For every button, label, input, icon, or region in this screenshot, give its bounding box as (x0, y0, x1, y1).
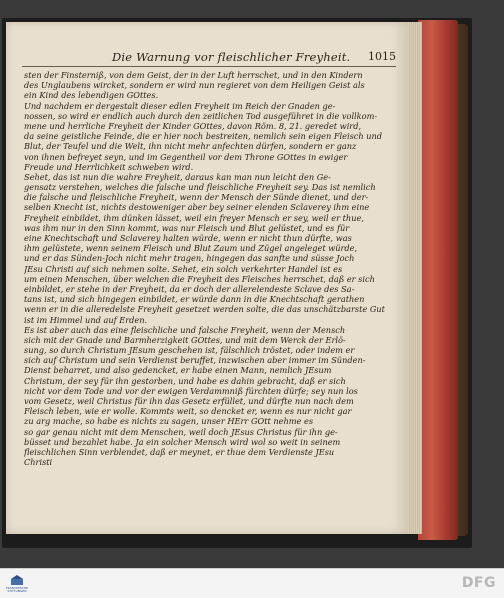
text-line: vom Gesetz, weil Christus für ihn das Gesetz erfüllet, und dürfte nun nach dem (24, 396, 354, 406)
text-line: eine Knechtschaft und Sclaverey halten würde, wenn er nicht thun dürfte, was (24, 233, 352, 243)
text-line: selben Knecht ist, nichts destoweniger aber bey seiner elenden Sclaverey ihm eine (24, 202, 370, 213)
text-line: gensatz verstehen, welches die falsche und fleischliche Freyheit sey. Das ist nemlich (24, 182, 376, 193)
text-line: von ihnen befreyet seyn, und im Gegentheil vor dem Throne GOttes in ewiger (24, 151, 348, 162)
text-line: Sehet, das ist nun die wahre Freyheit, daraus kan man nun leicht den Ge- (24, 171, 331, 182)
text-line: Es ist aber auch das eine fleischliche und falsche Freyheit, wenn der Mensch (24, 324, 346, 335)
franckesche-stiftungen-logo-icon[interactable] (4, 571, 30, 596)
text-line: Dienst beharret, und also gedencket, er habe einen Mann, nemlich JEsum (24, 365, 332, 376)
text-line: Freyheit einbildet, ihm dünken lässet, weil ein freyer Mensch er sey, weil er thue, (24, 212, 364, 223)
text-line: ihm gelüstete, wenn seinem Fleisch und Blut Zaum und Zügel angeleget würde, (24, 243, 358, 254)
text-line: tans ist, und sich hingegen einbildet, er würde dann in die Knechtschaft gerathen (24, 294, 365, 305)
text-line: sung, so durch Christum JEsum geschehen ist, fälschlich tröstet, oder indem er (24, 345, 355, 356)
text-line: mene und herrliche Freyheit der Kinder GOttes, davon Röm. 8, 21. geredet wird, (24, 120, 362, 131)
text-line: ein Kind des lebendigen GOttes. (24, 90, 159, 101)
footer-bar (0, 568, 504, 598)
text-line: nicht vor dem Tode und vor der ewigen Verdammniß fürchten dürfe; sey nun los (24, 385, 358, 396)
text-line: wenn er in die alleredelste Freyheit gesetzet werden solte, die das unschätzbarste Gut (24, 304, 385, 315)
text-line: fleischlichen Sinn verblendet, daß er meynet, er thue dem Verdienste JEsu (24, 446, 335, 457)
text-line: da seine geistliche Feinde, die er hier noch bestreiten, nemlich sein eigen Fleisch und (24, 131, 383, 142)
running-head (22, 50, 396, 67)
text-line: um einen Menschen, über welchen die Freyheit des Fleisches herrschet, daß er sich (24, 273, 375, 284)
dfg-logo-icon[interactable]: DFG (461, 575, 496, 591)
text-line: JEsu Christi auf sich nehmen solte. Sehet, ein solch verkehrter Handel ist es (24, 263, 343, 274)
page-text (24, 70, 396, 467)
page-number: 1015 (368, 50, 396, 63)
text-line: ist im Himmel und auf Erden. (24, 314, 148, 325)
text-line: und er das Sünden-Joch nicht mehr tragen, hingegen das sanfte und süsse Joch (24, 253, 355, 264)
text-line: Freude und Herrlichkeit schweben wird. (24, 161, 194, 172)
text-line: des Unglaubens wircket, sondern er wird nun regieret von dem Heiligen Geist als (24, 80, 365, 91)
text-line: die falsche und fleischliche Freyheit, wenn der Mensch der Sünde dienet, und der- (24, 192, 369, 203)
running-title: Die Warnung vor fleischlicher Freyheit. (112, 50, 351, 64)
text-line: nossen, so wird er endlich auch durch den zeitlichen Tod ausgeführet in die vollkom- (24, 110, 378, 121)
text-line: Christi (24, 457, 53, 468)
text-line: Christum, der sey für ihn gestorben, und habe es dahin gebracht, daß er sich (24, 375, 346, 386)
page-edges (408, 22, 422, 534)
text-line: Fleisch leben, wie er wolle. Kommts weit, so dencket er, wenn es nur nicht gar (24, 406, 352, 417)
text-line: sten der Finsterniß, von dem Geist, der in der Luft herrschet, und in den Kindern (24, 70, 363, 80)
text-line: so gar genau nicht mit dem Menschen, weil doch JEsus Christus für ihn ge- (24, 426, 338, 437)
text-line: Und nachdem er dergestalt dieser edlen Freyheit im Reich der Gnaden ge- (24, 100, 336, 111)
text-line: einbildet, er stehe in der Freyheit, da er doch der allerelendeste Sclave des Sa- (24, 283, 355, 294)
text-line: sich auf Christum und sein Verdienst beruffet, inzwischen aber immer im Sünden- (24, 355, 366, 366)
text-line: Blut, der Teufel und die Welt, ihn nicht mehr anfechten dürfen, sondern er ganz (24, 141, 357, 152)
book-cover-edge (418, 20, 458, 540)
left-logo-label: FRANCKESCHE STIFTUNGEN (5, 586, 29, 593)
text-line: sich mit der Gnade und Barmherzigkeit GOttes, und mit dem Werck der Erlö- (24, 334, 346, 345)
text-line: was ihm nur in den Sinn kommt, was nur Fleisch und Blut gelüstet, und es für (24, 222, 350, 233)
text-line: büsset und bezahlet habe. Ja ein solcher Mensch wird wol so weit in seinem (24, 436, 341, 447)
logo-mark (10, 574, 24, 586)
text-line: zu arg mache, so habe es nichts zu sagen, unser HErr GOtt nehme es (24, 416, 314, 427)
